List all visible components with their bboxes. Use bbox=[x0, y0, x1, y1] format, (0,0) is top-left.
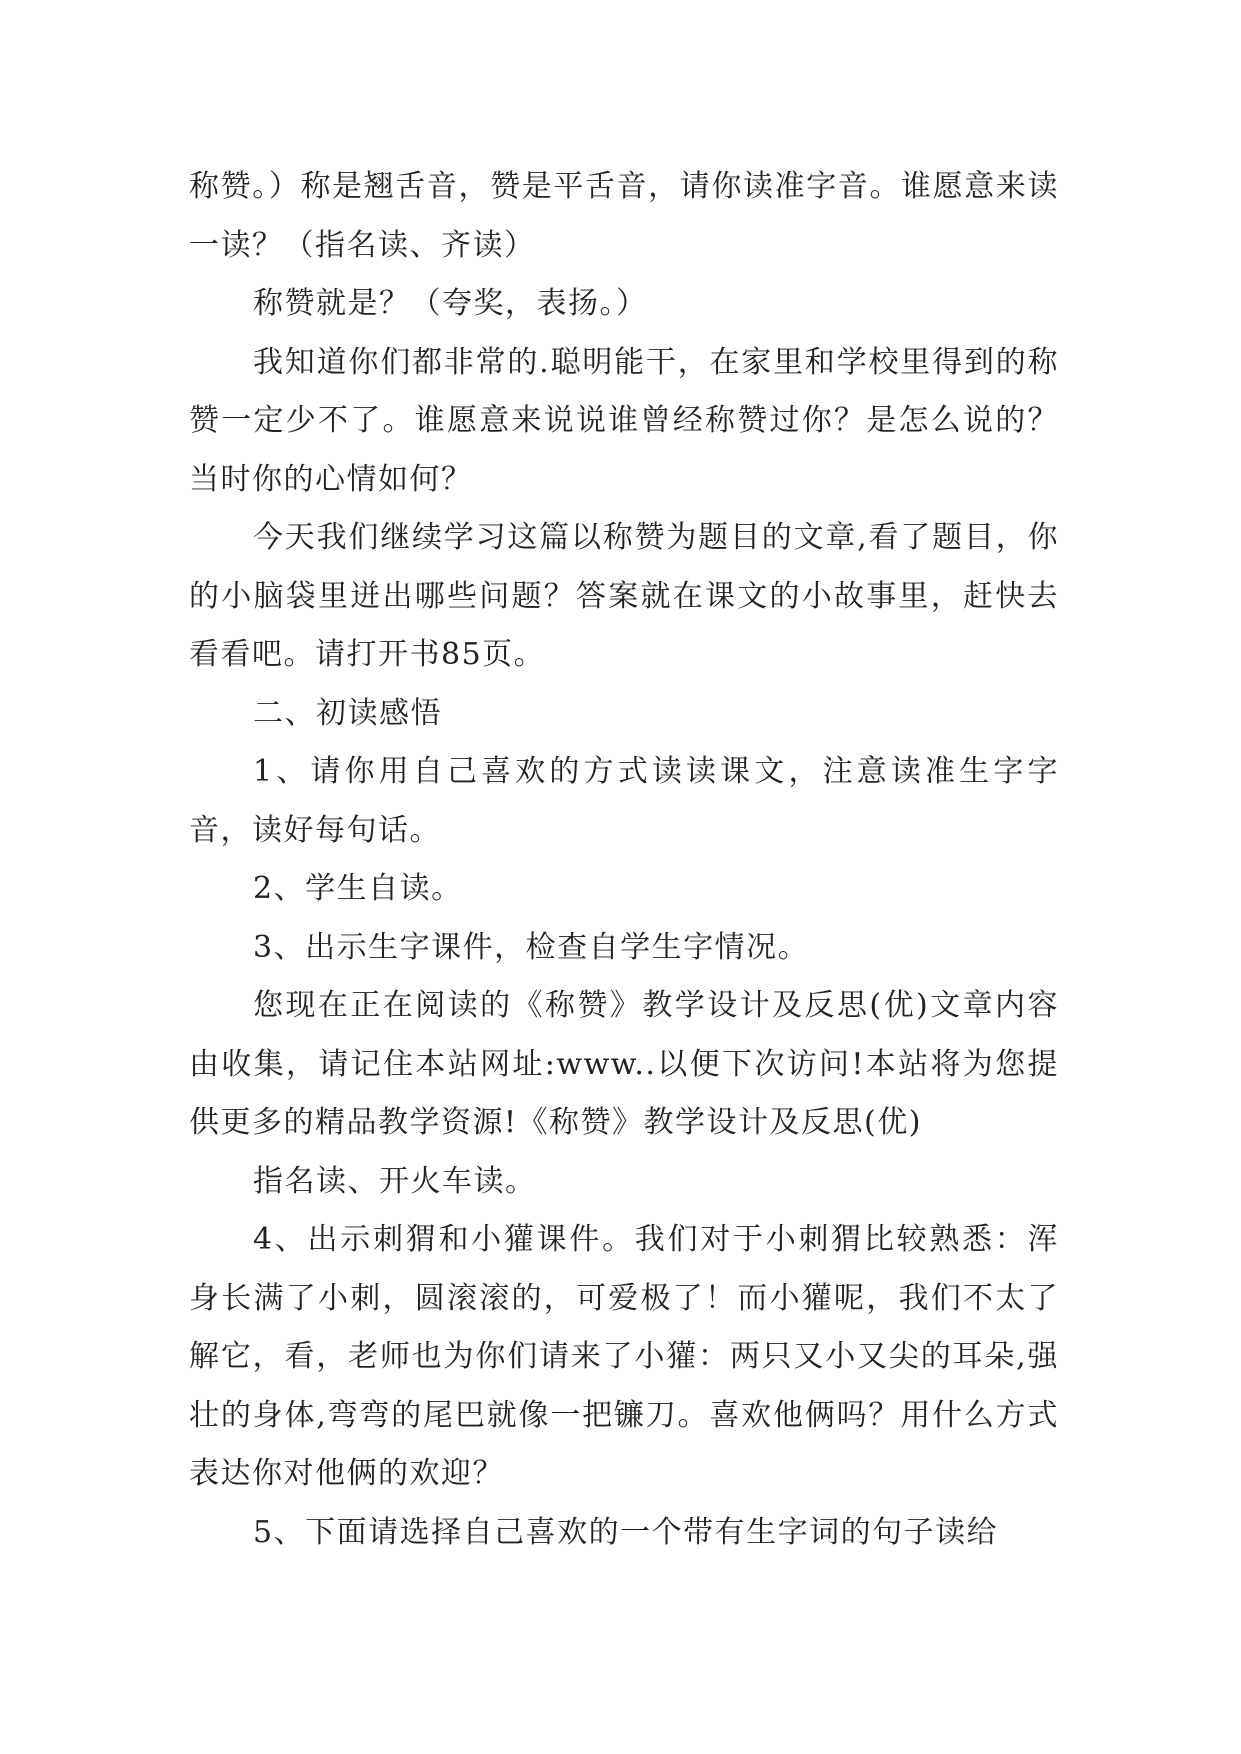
section-heading: 二、初读感悟 bbox=[253, 695, 442, 731]
paragraph: 称赞就是？（夸奖，表扬。） bbox=[253, 286, 648, 321]
paragraph: 称赞。）称是翘舌音，赞是平舌音，请你读准字音。谁愿意来读一读？（指名读、齐读） bbox=[189, 169, 1059, 263]
paragraph: 今天我们继续学习这篇以称赞为题目的文章,看了题目，你的小脑袋里迸出哪些问题？答案就在课文的小故事里，赶快去看看吧。请打开书85页。 bbox=[189, 520, 1059, 672]
paragraph: 2、学生自读。 bbox=[253, 871, 463, 906]
paragraph: 您现在正在阅读的《称赞》教学设计及反思(优)文章内容由收集，请记住本站网址:www..以便下次访问!本站将为您提供更多的精品教学资源!《称赞》教学设计及反思(优) bbox=[189, 988, 1059, 1140]
paragraph: 我知道你们都非常的.聪明能干，在家里和学校里得到的称赞一定少不了。谁愿意来说说谁曾经称赞过你？是怎么说的？当时你的心情如何？ bbox=[189, 344, 1059, 497]
paragraph: 4、出示刺猬和小獾课件。我们对于小刺猬比较熟悉：浑身长满了小刺，圆滚滚的，可爱极了！而小獾呢，我们不太了解它，看，老师也为你们请来了小獾：两只又小又尖的耳朵,强壮的身体,弯弯的尾巴就像一把镰刀。喜欢他俩吗？用什么方式表达你对他俩的欢迎？ bbox=[189, 1222, 1059, 1491]
paragraph: 指名读、开火车读。 bbox=[253, 1163, 537, 1199]
paragraph: 5、下面请选择自己喜欢的一个带有生字词的句子读给 bbox=[253, 1514, 999, 1550]
paragraph: 1、请你用自己喜欢的方式读读课文，注意读准生字字音，读好每句话。 bbox=[189, 754, 1059, 848]
paragraph: 3、出示生字课件，检查自学生字情况。 bbox=[253, 929, 810, 965]
body-text bbox=[189, 158, 1059, 1562]
